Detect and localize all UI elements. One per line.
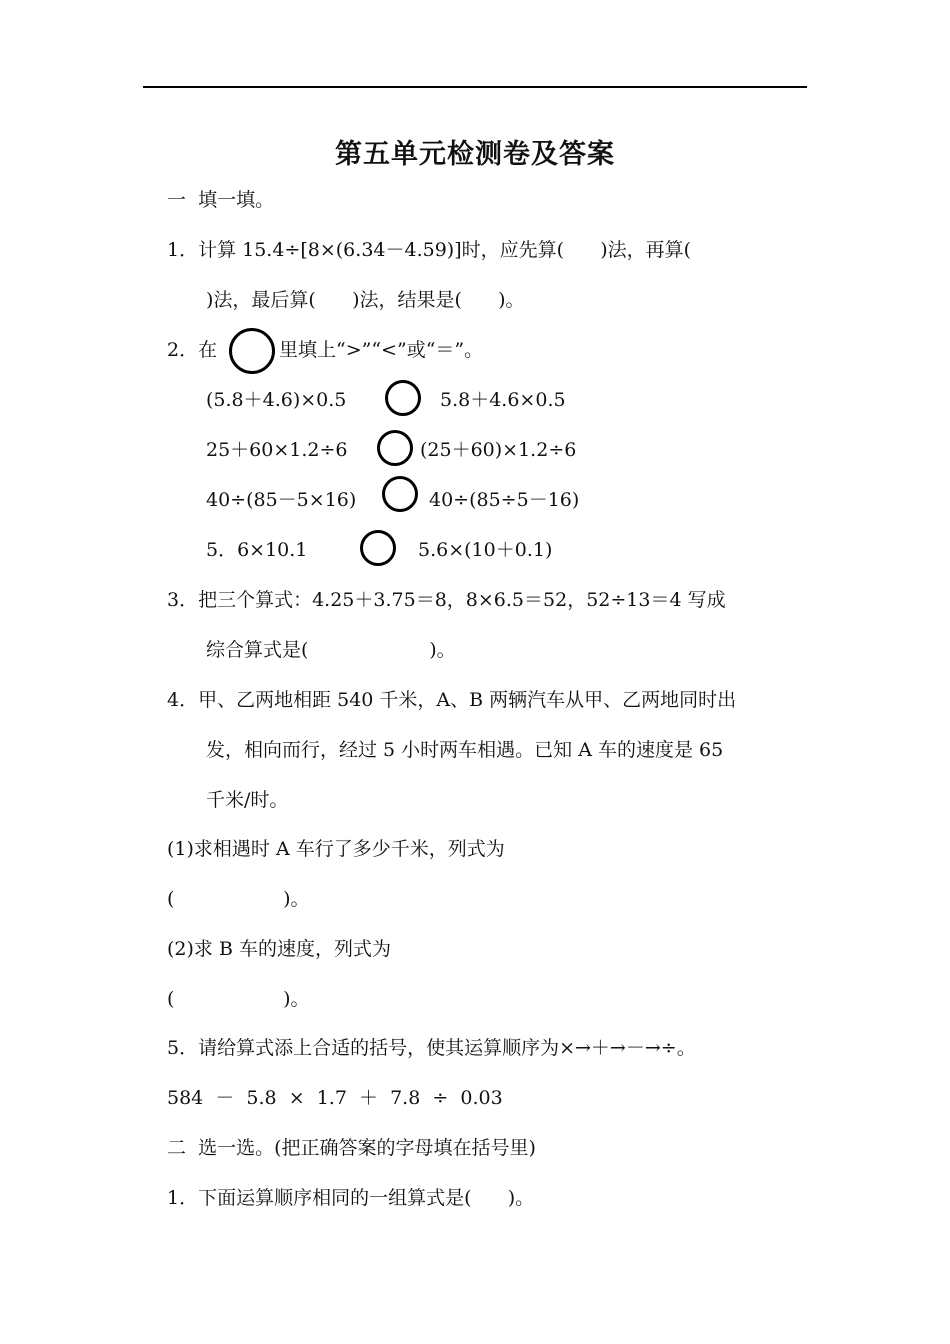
q5-line1: 5．请给算式添上合适的括号，使其运算顺序为×→＋→－→÷。: [167, 1037, 696, 1059]
q4-line3: 千米/时。: [206, 789, 289, 811]
q4-blank1: ( )。: [167, 888, 310, 910]
q2-suffix: 里填上“>”“<”或“＝”。: [279, 339, 484, 361]
q3-line2: 综合算式是( )。: [206, 639, 456, 661]
compare-circle-2[interactable]: [377, 430, 413, 466]
compare-right-2: (25＋60)×1.2÷6: [420, 439, 577, 461]
q4-line2: 发，相向而行，经过 5 小时两车相遇。已知 A 车的速度是 65: [206, 739, 724, 761]
compare-left-2: 25＋60×1.2÷6: [206, 439, 348, 461]
q1-line2: )法，最后算( )法，结果是( )。: [206, 289, 525, 311]
q3-line1: 3．把三个算式：4.25＋3.75＝8，8×6.5＝52，52÷13＝4 写成: [167, 589, 726, 611]
q4-blank2: ( )。: [167, 988, 310, 1010]
compare-circle-4[interactable]: [360, 530, 396, 566]
section1-heading: 一 填一填。: [167, 189, 275, 211]
compare-circle-1[interactable]: [385, 380, 421, 416]
q4-sub1: (1)求相遇时 A 车行了多少千米，列式为: [167, 838, 505, 860]
compare-right-1: 5.8＋4.6×0.5: [440, 389, 566, 411]
circle-placeholder-icon: [229, 328, 275, 374]
compare-circle-3[interactable]: [382, 476, 418, 512]
q4-line1: 4．甲、乙两地相距 540 千米，A、B 两辆汽车从甲、乙两地同时出: [167, 689, 737, 711]
page-title: 第五单元检测卷及答案: [335, 139, 615, 170]
q2-prefix: 2．在: [167, 339, 218, 361]
q5-expression: 584 － 5.8 × 1.7 ＋ 7.8 ÷ 0.03: [167, 1087, 503, 1109]
compare-left-3: 40÷(85－5×16): [206, 489, 357, 511]
compare-left-1: (5.8＋4.6)×0.5: [206, 389, 347, 411]
compare-left-4: 5．6×10.1: [206, 539, 308, 561]
compare-right-4: 5.6×(10＋0.1): [418, 539, 553, 561]
q1-line1: 1．计算 15.4÷[8×(6.34－4.59)]时，应先算( )法，再算(: [167, 239, 692, 261]
compare-right-3: 40÷(85÷5－16): [429, 489, 580, 511]
header-rule: [143, 86, 807, 88]
section2-q1: 1．下面运算顺序相同的一组算式是( )。: [167, 1187, 535, 1209]
q4-sub2: (2)求 B 车的速度，列式为: [167, 938, 391, 960]
section2-heading: 二 选一选。(把正确答案的字母填在括号里): [167, 1137, 536, 1159]
